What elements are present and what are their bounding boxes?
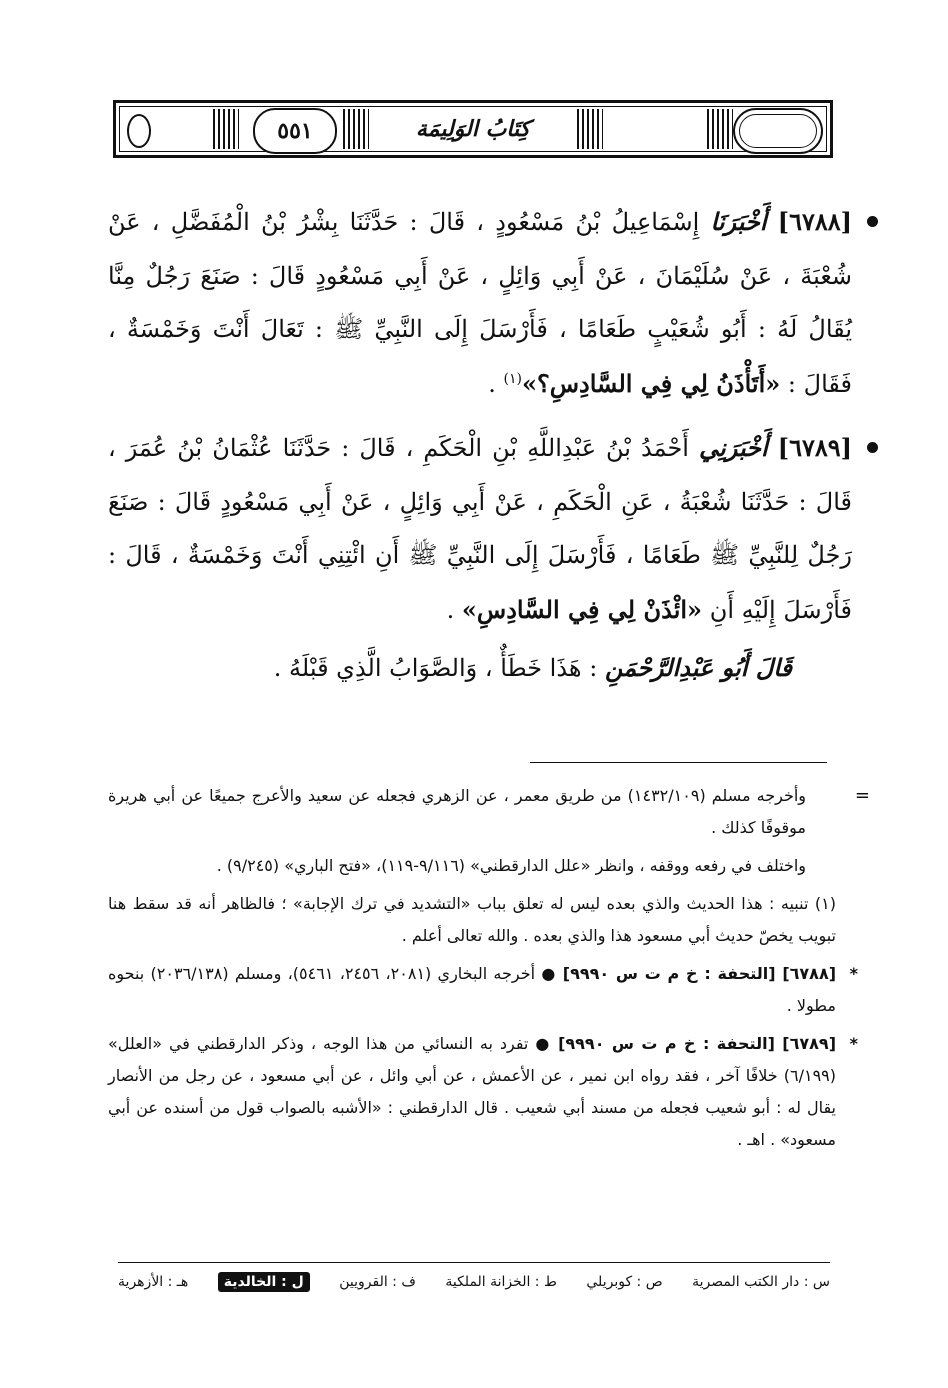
takhrij-ref: [٦٧٨٩] [التحفة : خ م ت س ٩٩٩٠] [558, 1034, 836, 1053]
header-ornament-band [707, 109, 733, 149]
hadith-lead: أَخْبَرَنِي [699, 433, 768, 462]
manuscript-legend [118, 1272, 830, 1292]
hadith-end: . [446, 595, 455, 624]
star-icon: * [849, 1034, 858, 1053]
hadith-text: أَحْمَدُ بْنُ عَبْدِاللَّهِ بْنِ الْحَكَمِ ، قَالَ : حَدَّثَنَا عُثْمَانُ بْنُ عُمَرَ ، قَالَ : حَدَّثَنَا شُعْبَةُ ، عَنِ الْحَكَمِ ، عَنْ أَبِي وَائِلٍ ، عَنْ أَبِي مَسْعُودٍ قَالَ : صَنَعَ رَجُلٌ لِلنَّبِيِّ ﷺ طَعَامًا ، فَأَرْسَلَ إِلَى النَّبِيِّ ﷺ أَنِ ائْتِنِي أَنْتَ وَخَمْسَةٌ ، قَالَ : فَأَرْسَلَ إِلَيْهِ أَنِ [108, 434, 852, 624]
footnote-text: وأخرجه مسلم (١٤٣٢/١٠٩) من طريق معمر ، عن الزهري فجعله عن سعيد والأعرج جميعًا عن أبي هريرة موقوفًا كذلك . [108, 786, 807, 837]
takhrij-text: ● أخرجه البخاري (٢٠٨١، ٢٤٥٦، ٥٤٦١)، ومسلم (٢٠٣٦/١٣٨) بنحوه مطولا . [108, 964, 836, 1015]
chapter-title: كِتَابُ الوَلِيمَة [415, 116, 531, 142]
ornament-knot-icon [127, 114, 151, 148]
footnote-divider [530, 762, 827, 763]
hadith-6789 [108, 421, 852, 696]
page-number: ٥٥١ [253, 108, 337, 154]
seal-ring [739, 114, 817, 148]
star-icon: * [849, 964, 858, 983]
legend-item: س : دار الكتب المصرية [692, 1274, 830, 1290]
footnote-continued-2 [108, 850, 836, 882]
legend-item-highlighted: ل : الخالدية [218, 1272, 310, 1292]
hadith-text: إِسْمَاعِيلُ بْنُ مَسْعُودٍ ، قَالَ : حَدَّثَنَا بِشْرُ بْنُ الْمُفَضَّلِ ، عَنْ شُعْبَةَ ، عَنْ سُلَيْمَانَ ، عَنْ أَبِي وَائِلٍ ، عَنْ أَبِي مَسْعُودٍ قَالَ : صَنَعَ رَجُلٌ مِنَّا يُقَالُ لَهُ : أَبُو شُعَيْبٍ طَعَامًا ، فَأَرْسَلَ إِلَى النَّبِيِّ ﷺ : تَعَالَ أَنْتَ وَخَمْسَةٌ ، فَقَالَ : [108, 208, 852, 398]
legend-divider [118, 1262, 830, 1263]
footnote-ref: (١) [503, 370, 523, 387]
bullet-icon [867, 216, 878, 227]
author-comment [108, 641, 852, 696]
takhrij-6789 [108, 1028, 858, 1156]
header-ornament-band [343, 109, 369, 149]
hadith-quote: «ائْذَنْ لِي فِي السَّادِسِ» [461, 594, 703, 624]
continuation-mark: = [854, 785, 870, 806]
hadith-quote: «أَتَأْذَنُ لِي فِي السَّادِسِ؟» [522, 368, 781, 398]
footnote-1 [108, 888, 836, 952]
hadith-end: . [488, 369, 496, 398]
author-comment-lead: قَالَ أَبُو عَبْدِالرَّحْمَنِ [604, 653, 792, 682]
header-ornament-band [577, 109, 603, 149]
hadith-number: [٦٧٨٩] [777, 433, 852, 462]
hadith-6788 [108, 195, 852, 411]
publisher-seal-icon [733, 108, 823, 154]
footnote-text: (١) تنبيه : هذا الحديث والذي بعده ليس له تعلق بباب «التشديد في ترك الإجابة» ؛ فالظاهر أنه قد سقط هنا تبويب يخصّ حديث أبي مسعود هذا والذي بعده . والله تعالى أعلم . [108, 894, 836, 945]
legend-item: ط : الخزانة الملكية [445, 1274, 557, 1290]
legend-item: ص : كوبريلي [586, 1274, 663, 1290]
legend-item: ف : القرويين [339, 1274, 416, 1290]
page-header [113, 100, 833, 158]
takhrij-6788 [108, 958, 858, 1022]
hadith-number: [٦٧٨٨] [777, 207, 852, 236]
footnote-continued [108, 780, 870, 844]
legend-item: هـ : الأزهرية [118, 1274, 189, 1290]
header-ornament-band [213, 109, 239, 149]
takhrij-ref: [٦٧٨٨] [التحفة : خ م ت س ٩٩٩٠] [562, 964, 837, 983]
bullet-icon [867, 442, 878, 453]
main-text [108, 195, 852, 706]
author-comment-text: : هَذَا خَطَأٌ ، وَالصَّوَابُ الَّذِي قَبْلَهُ . [273, 654, 598, 682]
takhrij-text: ● تفرد به النسائي من هذا الوجه ، وذكر الدارقطني في «العلل» (٦/١٩٩) خلافًا آخر ، فقد رواه ابن نمير ، عن الأعمش ، عن أبي وائل ، عن أبي مسعود ، عن رجل من الأنصار يقال له : أبو شعيب فجعله من مسند أبي شعيب . قال الدارقطني : «الأشبه بالصواب قول من أسنده عن أبي مسعود» . اهـ . [108, 1034, 836, 1149]
footnote-text: واختلف في رفعه ووقفه ، وانظر «علل الدارقطني» (٩/١١٦-١١٩)، «فتح الباري» (٩/٢٤٥) . [216, 856, 806, 875]
hadith-lead: أَخْبَرَنَا [710, 207, 767, 236]
footnotes [108, 780, 870, 1162]
